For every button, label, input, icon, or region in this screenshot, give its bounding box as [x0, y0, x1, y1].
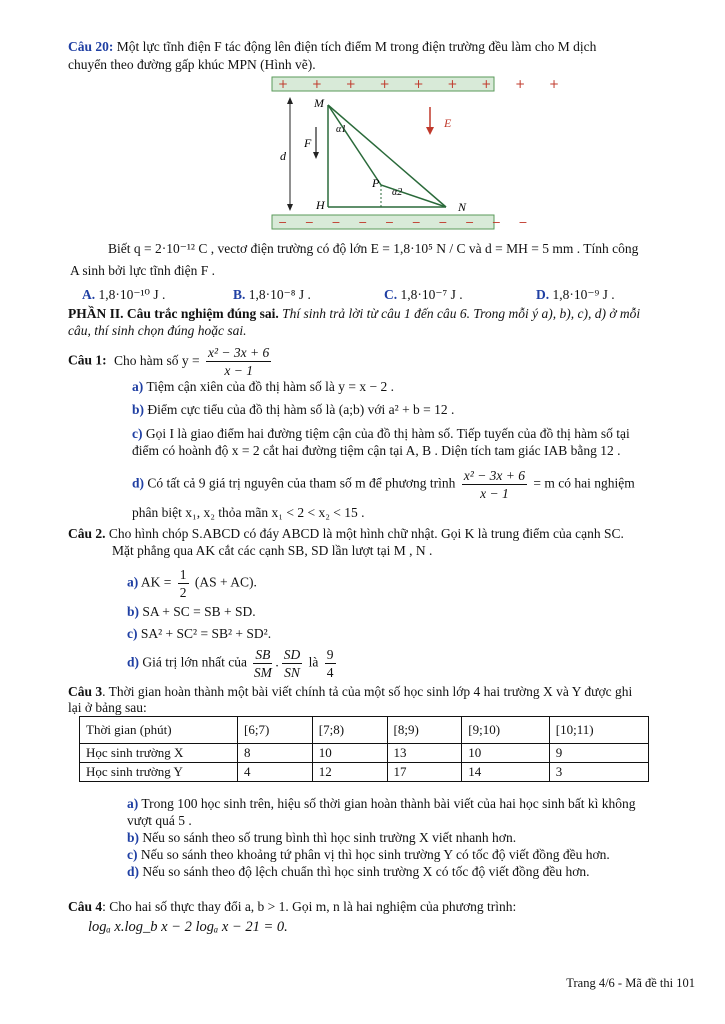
- c2-c: c) SA² + SC² = SB² + SD².: [127, 626, 272, 641]
- minus-row: − − − − − − − − − −: [278, 216, 535, 229]
- table-cell: 3: [549, 763, 648, 782]
- table-cell: 8: [238, 744, 313, 763]
- table-header-cell: [10;11): [549, 717, 648, 744]
- table-header-cell: [8;9): [387, 717, 462, 744]
- table-cell: 17: [387, 763, 462, 782]
- c1-label: Câu 1:: [68, 352, 107, 368]
- c3-a1: a) Trong 100 học sinh trên, hiệu số thời gian hoàn thành bài viết của hai học sinh bất kì không: [127, 796, 636, 811]
- q20-line1: [68, 39, 596, 55]
- c3-text2: lại ở bảng sau:: [68, 700, 147, 715]
- c3-a2: vượt quá 5 .: [127, 813, 192, 828]
- part2-header: [68, 306, 640, 322]
- q20-given2: A sinh bởi lực tĩnh điện F .: [70, 263, 215, 278]
- plus-row: + + + + + + + + +: [278, 77, 570, 91]
- c1-c1: c) Gọi I là giao điểm hai đường tiệm cận của đồ thị hàm số. Tiếp tuyến của đồ thị hàm số tại: [132, 426, 630, 441]
- table-cell: 13: [387, 744, 462, 763]
- table-header-row: [80, 717, 649, 744]
- page-footer: Trang 4/6 - Mã đề thi 101: [566, 976, 695, 990]
- table-header-cell: Thời gian (phút): [80, 717, 238, 744]
- c3-line1: Câu 3. Thời gian hoàn thành một bài viết chính tả của một số học sinh lớp 4 hai trường X và Y được ghi: [68, 684, 633, 699]
- q20-figure: [268, 75, 570, 235]
- table-cell: 9: [549, 744, 648, 763]
- table-cell: Học sinh trường Y: [80, 763, 238, 782]
- table-cell: 4: [238, 763, 313, 782]
- label-alpha1: α1: [336, 124, 347, 135]
- q20-given1: Biết q = 2·10⁻¹² C , vectơ điện trường có độ lớn E = 1,8·10⁵ N / C và d = MH = 5 mm . Tính công: [108, 241, 639, 256]
- label-M: M: [314, 96, 324, 110]
- label-F: F: [304, 136, 312, 150]
- c2-line1: Câu 2. Cho hình chóp S.ABCD có đáy ABCD là một hình chữ nhật. Gọi K là trung điểm của cạnh SC.: [68, 526, 624, 541]
- label-P: P: [372, 176, 380, 190]
- c3-table: [79, 716, 649, 782]
- table-row: [80, 744, 649, 763]
- c3-d: d) Nếu so sánh theo độ lệch chuẩn thì học sinh trường X có tốc độ viết đồng đều hơn.: [127, 864, 590, 879]
- q20-text1: Một lực tĩnh điện F tác động lên điện tích điểm M trong điện trường đều làm cho M dịch: [116, 39, 597, 54]
- table-cell: 12: [312, 763, 387, 782]
- label-N: N: [458, 200, 467, 214]
- q20-text2: chuyển theo đường gấp khúc MPN (Hình vẽ).: [68, 57, 316, 72]
- label-alpha2: α2: [392, 187, 403, 198]
- q20-label: Câu 20:: [68, 39, 114, 54]
- c1-a: a) Tiệm cận xiên của đồ thị hàm số là y = x − 2 .: [132, 379, 394, 394]
- q20-option-b: B. 1,8·10⁻⁸ J .: [233, 287, 311, 302]
- c1-c2: điểm có hoành độ x = 2 cắt hai đường tiệm cận tại A, B . Diện tích tam giác IAB bằng 12 .: [132, 443, 621, 458]
- c2-a: a) AK = $\frac{1}{2}$ (AS + AC).: [127, 567, 257, 600]
- c1-b: b) Điểm cực tiểu của đồ thị hàm số là (a;b) với a² + b = 12 .: [132, 402, 455, 417]
- c2-label: Câu 2.: [68, 526, 106, 541]
- part2-instr2: câu, thí sinh chọn đúng hoặc sai.: [68, 323, 247, 338]
- c2-b: b) SA + SC = SB + SD.: [127, 604, 256, 619]
- q20-option-c: C. 1,8·10⁻⁷ J .: [384, 287, 463, 302]
- q20-option-d: D. 1,8·10⁻⁹ J .: [536, 287, 615, 302]
- c2-text2: Mặt phẳng qua AK cắt các cạnh SB, SD lần lượt tại M , N .: [112, 543, 433, 558]
- label-E: E: [444, 116, 452, 130]
- c1-d2: phân biệt x₁, x₂ thỏa mãn x₁ < 2 < x₂ < 15 .: [132, 505, 365, 520]
- c2-d: d) Giá trị lớn nhất của $\frac{SB}{SM}$ . $\frac{SD}{SN}$ là $\frac{9}{4}$: [127, 647, 334, 680]
- part2-title: PHẦN II. Câu trắc nghiệm đúng sai.: [68, 306, 279, 321]
- c3-label: Câu 3: [68, 684, 103, 699]
- c1-d: d) Có tất cả 9 giá trị nguyên của tham số m để phương trình $\frac{\text{x² − 3x + 6}}{x - 1}$ = m có hai nghiệm: [132, 468, 635, 501]
- table-header-cell: [9;10): [462, 717, 549, 744]
- table-header-cell: [7;8): [312, 717, 387, 744]
- table-cell: 10: [462, 744, 549, 763]
- c4-equation: logₐ x.log_b x − 2 logₐ x − 21 = 0.: [88, 919, 288, 935]
- c3-c: c) Nếu so sánh theo khoảng tứ phân vị thì học sinh trường Y có tốc độ viết đồng đều hơn.: [127, 847, 610, 862]
- label-H: H: [316, 198, 325, 212]
- table-cell: 10: [312, 744, 387, 763]
- c1-intro: Câu 1: Cho hàm số y = $\frac{\text{x² − 3x + 6}}{x - 1}$: [68, 345, 270, 378]
- part2-instr1: Thí sinh trả lời từ câu 1 đến câu 6. Trong mỗi ý a), b), c), d) ở mỗi: [282, 306, 641, 321]
- label-d: d: [280, 149, 286, 163]
- table-row: [80, 763, 649, 782]
- c4-line1: Câu 4: Cho hai số thực thay đổi a, b > 1. Gọi m, n là hai nghiệm của phương trình:: [68, 899, 517, 914]
- c4-label: Câu 4: [68, 899, 103, 914]
- c1-fraction: $\frac{\text{x² − 3x + 6}}{x - 1}$: [208, 345, 270, 378]
- table-cell: Học sinh trường X: [80, 744, 238, 763]
- table-header-cell: [6;7): [238, 717, 313, 744]
- c3-b: b) Nếu so sánh theo số trung bình thì học sinh trường X viết nhanh hơn.: [127, 830, 517, 845]
- table-cell: 14: [462, 763, 549, 782]
- q20-option-a: A. 1,8·10⁻¹⁰ J .: [82, 287, 166, 302]
